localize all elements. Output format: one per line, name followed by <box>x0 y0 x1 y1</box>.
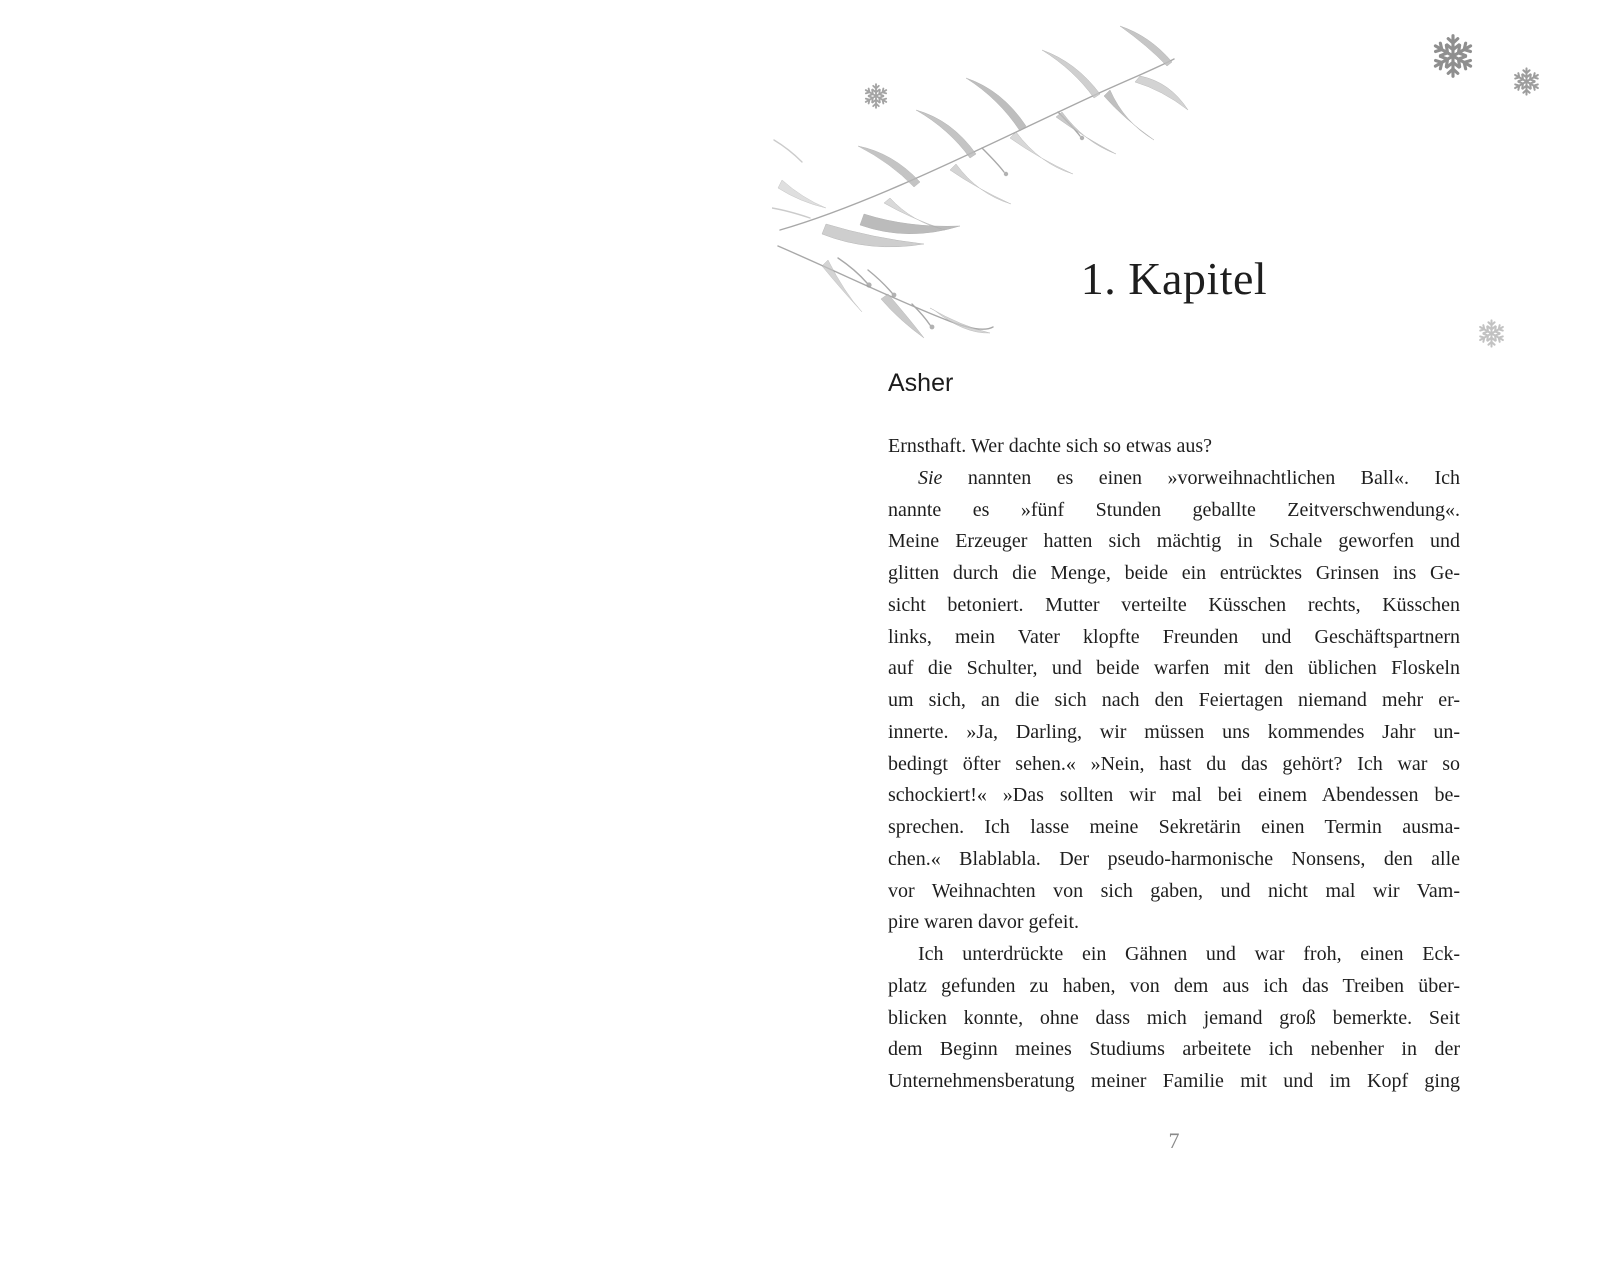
body-line: um sich, an die sich nach den Feiertagen niemand mehr er- <box>888 689 1460 711</box>
body-line: Sie nannten es einen »vorweihnachtlichen Ball«. Ich <box>918 466 1460 489</box>
body-line: chen.« Blablabla. Der pseudo-harmonische Nonsens, den alle <box>888 847 1460 870</box>
body-line: auf die Schulter, und beide warfen mit den üblichen Floskeln <box>888 657 1460 680</box>
body-line: platz gefunden zu haben, von dem aus ich das Treiben über- <box>888 974 1460 997</box>
page-number: 7 <box>1168 1128 1180 1153</box>
body-line: glitten durch die Menge, beide ein entrücktes Grinsen ins Ge- <box>888 562 1460 584</box>
body-line: Ernsthaft. Wer dachte sich so etwas aus? <box>888 435 1213 457</box>
chapter-title: 1. Kapitel <box>1080 253 1268 304</box>
body-line: nannte es »fünf Stunden geballte Zeitverschwendung«. <box>888 498 1460 521</box>
snowflake-icon <box>1476 318 1507 349</box>
body-line: innerte. »Ja, Darling, wir müssen uns kommendes Jahr un- <box>888 720 1460 743</box>
pov-name: Asher <box>888 369 954 397</box>
body-line: vor Weihnachten von sich gaben, und nicht mal wir Vam- <box>888 879 1460 902</box>
body-line: bedingt öfter sehen.« »Nein, hast du das gehört? Ich war so <box>888 752 1460 775</box>
body-line: Meine Erzeuger hatten sich mächtig in Schale geworfen und <box>888 530 1460 553</box>
body-line: links, mein Vater klopfte Freunden und Geschäftspartnern <box>888 625 1460 648</box>
body-line: pire waren davor gefeit. <box>888 911 1080 934</box>
body-line: blicken konnte, ohne dass mich jemand groß bemerkte. Seit <box>888 1006 1460 1029</box>
body-line: sicht betoniert. Mutter verteilte Küsschen rechts, Küsschen <box>888 593 1460 616</box>
body-line: Ich unterdrückte ein Gähnen und war froh, einen Eck- <box>918 943 1460 965</box>
body-line: dem Beginn meines Studiums arbeitete ich nebenher in der <box>888 1038 1460 1061</box>
body-line: schockiert!« »Das sollten wir mal bei einem Abendessen be- <box>888 784 1460 807</box>
snowflake-icon <box>1429 32 1477 80</box>
body-line: Unternehmensberatung meiner Familie mit und im Kopf ging <box>888 1070 1460 1092</box>
body-line: sprechen. Ich lasse meine Sekretärin einen Termin ausma- <box>888 816 1460 838</box>
snowflake-icon <box>862 82 890 110</box>
body-text <box>888 431 1460 1098</box>
snowflake-icon <box>1511 66 1542 97</box>
